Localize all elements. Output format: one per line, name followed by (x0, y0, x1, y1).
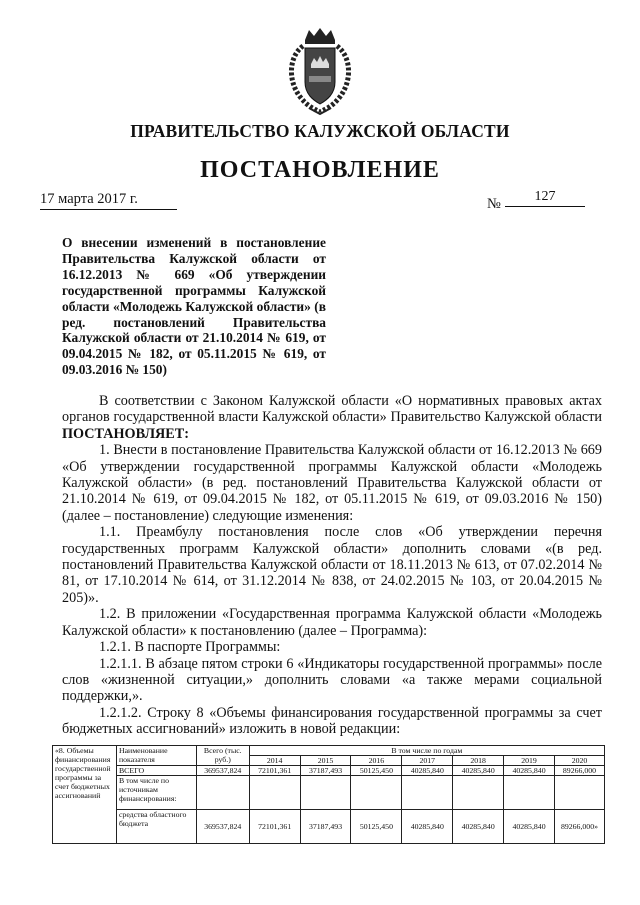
row-value: 37187,493 (300, 766, 351, 776)
paragraph-1-2-1-1: 1.2.1.1. В абзаце пятом строки 6 «Индикаторы государственной программы» после слов «жизненной ситуации,» дополнить словами «а также мерами социальной поддержки,». (62, 655, 602, 705)
year-cell: 2020 (554, 756, 604, 766)
row-value: 40285,840 (402, 810, 453, 844)
row-label: ВСЕГО (116, 766, 196, 776)
paragraph-1-2-1-2: 1.2.1.2. Строку 8 «Объемы финансирования государственной программы за счет бюджетных ассигнований» изложить в новой редакции: (62, 704, 602, 738)
document-body (62, 393, 602, 738)
table-row-budget (53, 810, 605, 844)
resolves-word: ПОСТАНОВЛЯЕТ: (62, 425, 189, 442)
row-value: 50125,450 (351, 810, 402, 844)
table-row-total (53, 766, 605, 776)
year-cell: 2017 (402, 756, 453, 766)
paragraph-1-2-1: 1.2.1. В паспорте Программы: (99, 639, 281, 656)
financing-header-cell: «8. Объемы финансирования государственной программы за счет бюджетных ассигнований (53, 746, 117, 844)
paragraph-1: 1. Внести в постановление Правительства Калужской области от 16.12.2013 № 669 «Об утверждении государственной программы Калужской области «Молодежь Калужской области» (в ред. постановлений Правительства Калужской области от 21.10.2014 № 619, от 09.04.2015 № 182, от 05.11.2015 № 619, от 09.03.2016 № 150) (далее – постановление) следующие изменения: (62, 442, 602, 524)
row-value: 40285,840 (504, 766, 555, 776)
year-cell: 2014 (249, 756, 300, 766)
document-type: ПОСТАНОВЛЕНИЕ (200, 157, 440, 183)
row-value: 40285,840 (402, 766, 453, 776)
year-cell: 2016 (351, 756, 402, 766)
years-header: В том числе по годам (249, 746, 604, 756)
paragraph-1-2: 1.2. В приложении «Государственная программа Калужской области «Молодежь Калужской области» к постановлению (далее – Программа): (62, 606, 602, 639)
table-row-sources (53, 776, 605, 810)
intro-text: В соответствии с Законом Калужской области «О нормативных правовых актах органов государственной власти Калужской области» Правительство Калужской области (62, 393, 602, 426)
paragraph-1-1: 1.1. Преамбулу постановления после слов «Об утверждении перечня государственных программ Калужской области» дополнить словами «(в ред. постановлений Правительства Калужской области от 18.11.2013 № 613, от 07.02.2014 № 81, от 17.10.2014 № 614, от 31.12.2014 № 838, от 24.02.2015 № 103, от 20.04.2015 № 205)». (62, 524, 602, 606)
year-cell: 2018 (453, 756, 504, 766)
organization-name: ПРАВИТЕЛЬСТВО КАЛУЖСКОЙ ОБЛАСТИ (130, 121, 510, 141)
row-sum: 369537,824 (196, 810, 249, 844)
row-value: 37187,493 (300, 810, 351, 844)
document-date: 17 марта 2017 г. (40, 191, 177, 210)
year-cell: 2015 (300, 756, 351, 766)
row-value: 40285,840 (504, 810, 555, 844)
row-value: 72101,361 (249, 766, 300, 776)
year-cell: 2019 (504, 756, 555, 766)
table-header-row (53, 746, 605, 756)
total-header: Всего (тыс. руб.) (196, 746, 249, 766)
row-label: средства областного бюджета (116, 810, 196, 844)
financing-table (52, 745, 605, 844)
row-value: 89266,000» (554, 810, 604, 844)
row-value: 89266,000 (554, 766, 604, 776)
row-value: 50125,450 (351, 766, 402, 776)
row-value: 72101,361 (249, 810, 300, 844)
intro-paragraph (62, 393, 602, 442)
row-sum: 369537,824 (196, 766, 249, 776)
row-label: В том числе по источникам финансирования: (116, 776, 196, 810)
document-subject: О внесении изменений в постановление Правительства Калужской области от 16.12.2013 № 669 «Об утверждении государственной программы Калужской области «Молодежь Калужской области» (в ред. постановлений Правительства Калужской области от 21.10.2014 № 619, от 09.04.2015 № 182, от 05.11.2015 № 619, от 09.03.2016 № 150) (62, 235, 326, 378)
indicator-name-header: Наименование показателя (116, 746, 196, 766)
row-value: 40285,840 (453, 810, 504, 844)
number-label: № (487, 196, 501, 212)
coat-of-arms-emblem (279, 26, 361, 118)
row-value: 40285,840 (453, 766, 504, 776)
document-number: 127 (505, 189, 585, 207)
